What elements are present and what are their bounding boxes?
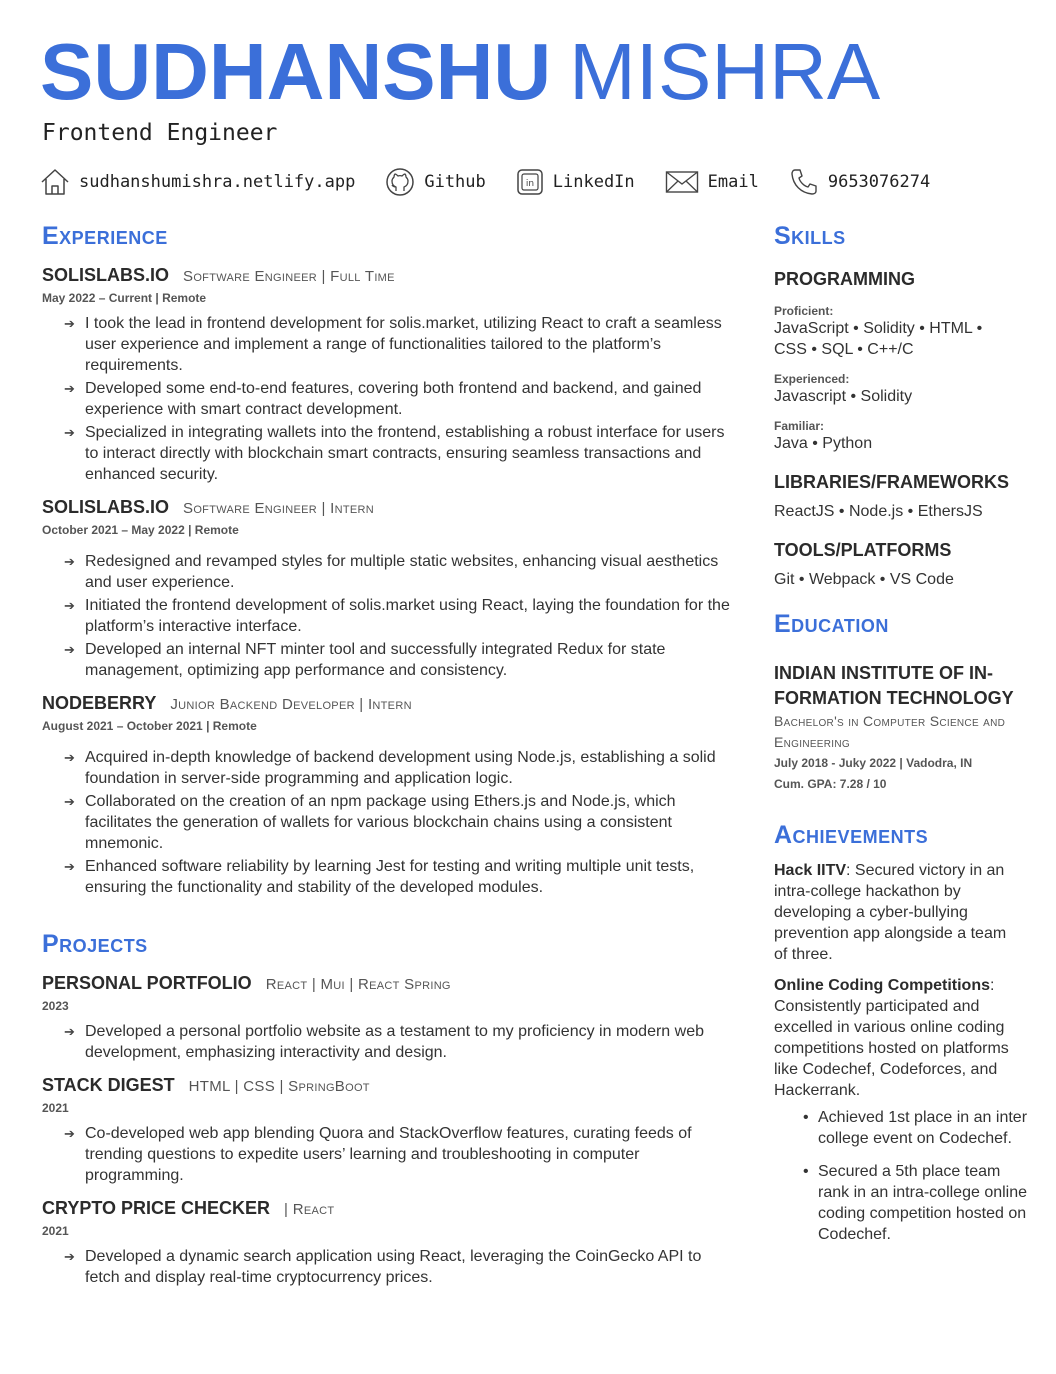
experience-entry bbox=[42, 497, 732, 681]
project-name: STACK DIGEST bbox=[42, 1075, 175, 1095]
experienced-skills: Javascript • Solidity bbox=[774, 388, 913, 405]
email-icon bbox=[665, 170, 699, 194]
libraries-heading: LIBRARIES/FRAMEWORKS bbox=[774, 472, 1009, 492]
project-name: PERSONAL PORTFOLIO bbox=[42, 973, 252, 993]
job-dates: August 2021 – October 2021 | Remote bbox=[42, 719, 257, 733]
education-dates: July 2018 - Juky 2022 | Vadodra, IN bbox=[774, 756, 973, 770]
job-position: Software Engineer | Full Time bbox=[183, 268, 395, 285]
project-stack: HTML | CSS | SpringBoot bbox=[188, 1078, 370, 1095]
education-gpa: Cum. GPA: 7.28 / 10 bbox=[774, 777, 887, 791]
achievement-hack: Hack IITV: Secured victory in an intra-college hackathon by developing a cyber-bullying prevention app alongside a team of three. bbox=[774, 862, 1007, 963]
first-name: SUDHANSHU bbox=[40, 27, 552, 116]
job-position: Junior Backend Developer | Intern bbox=[170, 696, 412, 713]
linkedin-text: LinkedIn bbox=[552, 172, 635, 192]
experienced-label: Experienced: bbox=[774, 372, 850, 386]
company-name: SOLISLABS.IO bbox=[42, 497, 170, 517]
bullet-item: ➔ Redesigned and revamped styles for multiple static websites, enhancing visual aesthetics and user experience. bbox=[64, 553, 719, 591]
company-name: SOLISLABS.IO bbox=[42, 265, 170, 285]
proficient-skills: JavaScript • Solidity • HTML • CSS • SQL • C++/C bbox=[774, 320, 983, 358]
bullet-item: ➔ Initiated the frontend development of solis.market using React, laying the foundation for the platform’s interactive interface. bbox=[64, 597, 730, 635]
phone-link[interactable] bbox=[789, 167, 930, 197]
phone-text: 9653076274 bbox=[827, 172, 931, 192]
achievement-coding: Online Coding Competitions: Consistently participated and excelled in various online coding competitions hosted on platforms like Codechef, Codeforces, and Hackerrank. bbox=[774, 977, 1009, 1099]
achievements-heading: Achievements bbox=[774, 821, 929, 849]
job-dates: October 2021 – May 2022 | Remote bbox=[42, 523, 239, 537]
email-link[interactable] bbox=[665, 170, 759, 194]
arrow-icon: ➔ bbox=[64, 859, 75, 874]
candidate-name bbox=[40, 26, 880, 118]
project-stack: | React bbox=[284, 1201, 335, 1218]
job-title: Frontend Engineer bbox=[42, 120, 278, 146]
school-name: INDIAN INSTITUTE OF IN-FORMATION TECHNOLOGY bbox=[774, 663, 1014, 708]
phone-icon bbox=[789, 167, 819, 197]
experience-heading: Experience bbox=[42, 222, 168, 250]
tools-skills: Git • Webpack • VS Code bbox=[774, 571, 954, 588]
github-icon bbox=[385, 167, 415, 197]
arrow-icon: ➔ bbox=[64, 794, 75, 809]
bullet-item: ➔ Acquired in-depth knowledge of backend development using Node.js, establishing a solid foundation in server-side programming and application logic. bbox=[64, 749, 716, 787]
experience-entry bbox=[42, 693, 732, 898]
tools-heading: TOOLS/PLATFORMS bbox=[774, 540, 952, 560]
contact-bar bbox=[40, 164, 930, 200]
bullet-item: ➔ Specialized in integrating wallets into the frontend, establishing a robust interface for users to interact directly with blockchain smart contracts, ensuring seamless transactions and enhanced security. bbox=[64, 424, 725, 483]
linkedin-link[interactable] bbox=[516, 168, 635, 196]
degree: Bachelor's in Computer Science and Engineering bbox=[774, 713, 1006, 750]
project-year: 2021 bbox=[42, 1101, 69, 1115]
job-position: Software Engineer | Intern bbox=[183, 500, 374, 517]
projects-heading: Projects bbox=[42, 930, 148, 958]
home-icon bbox=[40, 168, 70, 196]
last-name: MISHRA bbox=[569, 27, 881, 116]
project-entry bbox=[42, 973, 732, 1063]
bullet-item: ➔ Co-developed web app blending Quora and StackOverflow features, curating feeds of trending questions to expedite users’ learning and troubleshooting in computer programming. bbox=[64, 1125, 692, 1184]
bullet-item: ➔ Developed an internal NFT minter tool and successfully integrated Redux for state management, optimizing app performance and consistency. bbox=[64, 641, 666, 679]
project-year: 2023 bbox=[42, 999, 69, 1013]
arrow-icon: ➔ bbox=[64, 554, 75, 569]
bullet-item: ➔ Collaborated on the creation of an npm package using Ethers.js and Node.js, which facilitates the generation of wallets for various blockchain chains using a consistent mnemonic. bbox=[64, 793, 676, 852]
proficient-label: Proficient: bbox=[774, 304, 834, 318]
linkedin-icon bbox=[516, 168, 544, 196]
bullet-item: ➔ Developed some end-to-end features, covering both frontend and backend, and gained experience with smart contract development. bbox=[64, 380, 702, 418]
achievement-sub-item: • Achieved 1st place in an inter college event on Codechef. bbox=[803, 1109, 1028, 1147]
github-text: Github bbox=[424, 172, 486, 192]
arrow-icon: ➔ bbox=[64, 598, 75, 613]
arrow-icon: ➔ bbox=[64, 1249, 75, 1264]
project-entry bbox=[42, 1198, 732, 1288]
bullet-item: ➔ Developed a dynamic search application using React, leveraging the CoinGecko API to fetch and display real-time cryptocurrency prices. bbox=[64, 1248, 702, 1286]
arrow-icon: ➔ bbox=[64, 1126, 75, 1141]
arrow-icon: ➔ bbox=[64, 316, 75, 331]
main-column bbox=[42, 222, 732, 1290]
arrow-icon: ➔ bbox=[64, 642, 75, 657]
bullet-item: ➔ Developed a personal portfolio website as a testament to my proficiency in modern web development, emphasizing interactivity and design. bbox=[64, 1023, 704, 1061]
project-name: CRYPTO PRICE CHECKER bbox=[42, 1198, 271, 1218]
email-text: Email bbox=[707, 172, 759, 192]
arrow-icon: ➔ bbox=[64, 750, 75, 765]
familiar-skills: Java • Python bbox=[774, 435, 873, 452]
arrow-icon: ➔ bbox=[64, 425, 75, 440]
github-link[interactable] bbox=[385, 167, 485, 197]
achievement-sub-item: • Secured a 5th place team rank in an intra-college online coding competition hosted on Codechef. bbox=[803, 1163, 1028, 1243]
libraries-skills: ReactJS • Node.js • EthersJS bbox=[774, 503, 983, 520]
project-entry bbox=[42, 1075, 732, 1186]
familiar-label: Familiar: bbox=[774, 419, 825, 433]
education-heading: Education bbox=[774, 610, 889, 638]
arrow-icon: ➔ bbox=[64, 381, 75, 396]
bullet-item: ➔ I took the lead in frontend development for solis.market, utilizing React to craft a seamless user experience and implement a range of functionalities tailored to the platform’s requirements. bbox=[64, 315, 722, 374]
experience-entry bbox=[42, 265, 732, 485]
sidebar-column bbox=[774, 222, 1034, 1257]
job-dates: May 2022 – Current | Remote bbox=[42, 291, 207, 305]
website-link[interactable] bbox=[40, 168, 355, 196]
svg-text:in: in bbox=[525, 179, 534, 189]
arrow-icon: ➔ bbox=[64, 1024, 75, 1039]
skills-heading: Skills bbox=[774, 222, 846, 250]
project-stack: React | Mui | React Spring bbox=[265, 976, 451, 993]
website-text: sudhanshumishra.netlify.app bbox=[79, 172, 356, 192]
company-name: NODEBERRY bbox=[42, 693, 157, 713]
bullet-item: ➔ Enhanced software reliability by learning Jest for testing and writing multiple unit tests, ensuring the functionality and stability of the developed modules. bbox=[64, 858, 695, 896]
project-year: 2021 bbox=[42, 1224, 69, 1238]
programming-heading: PROGRAMMING bbox=[774, 269, 915, 289]
